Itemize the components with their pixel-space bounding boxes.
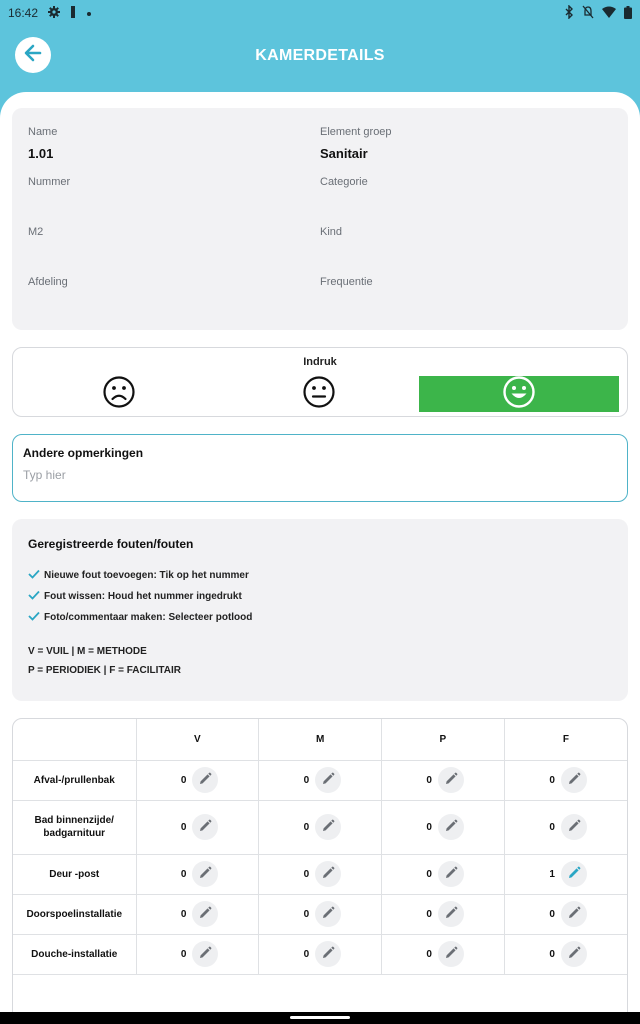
error-count[interactable]: 0 [549,774,555,786]
legend-line: V = VUIL | M = METHODE [28,646,147,657]
error-count[interactable]: 0 [180,948,187,960]
cell-content [259,767,381,793]
error-count[interactable]: 0 [303,774,310,786]
edit-button[interactable] [192,941,218,967]
edit-button[interactable] [315,767,341,793]
pencil-icon [198,819,212,836]
cell-content [382,861,504,887]
header-p: P [382,719,505,760]
count-cell [382,800,505,854]
legend-line: P = PERIODIEK | F = FACILITAIR [28,665,182,676]
edit-button[interactable] [561,901,587,927]
checkmark-icon [28,611,40,624]
category-label: Categorie [320,176,368,188]
count-cell [504,760,627,800]
remarks-input[interactable] [23,468,617,482]
cell-content [382,814,504,840]
cell-content [259,861,381,887]
status-time: 16:42 [8,6,39,20]
m2-field [28,226,288,246]
error-count[interactable]: 0 [303,948,310,960]
remarks-label: Andere opmerkingen [23,446,144,460]
edit-button[interactable] [561,861,587,887]
dot-icon [86,7,92,19]
error-count[interactable]: 0 [426,868,432,880]
edit-button[interactable] [315,901,341,927]
row-label: Bad binnenzijde/ badgarnituur [13,800,136,854]
cell-content [505,767,627,793]
count-cell [382,760,505,800]
battery-icon [624,6,632,21]
impression-sad-option[interactable] [19,376,219,412]
pencil-icon [444,906,458,923]
pencil-icon [444,772,458,789]
cell-content [382,767,504,793]
table-row [13,894,627,934]
instructions-list [28,565,612,628]
name-value: 1.01 [28,146,54,161]
system-nav-bar [0,1012,640,1024]
instruction-text: Fout wissen: Houd het nummer ingedrukt [44,591,242,602]
pencil-icon [321,866,335,883]
pencil-icon [444,866,458,883]
count-cell [504,894,627,934]
back-button[interactable] [15,37,51,73]
impression-happy-option[interactable] [419,376,619,412]
info-title: Geregistreerde fouten/fouten [28,537,194,551]
row-label: Doorspoelinstallatie [13,894,136,934]
error-count[interactable]: 0 [549,821,555,833]
error-count[interactable]: 0 [180,908,187,920]
category-field [320,176,580,196]
kind-field [320,226,580,246]
pencil-icon [444,819,458,836]
cell-content [259,814,381,840]
number-field [28,176,288,196]
edit-button[interactable] [438,941,464,967]
cell-content [137,814,259,840]
edit-button[interactable] [315,941,341,967]
edit-button[interactable] [192,767,218,793]
cell-content [505,901,627,927]
app-bar [0,26,640,86]
department-label: Afdeling [28,276,68,288]
instruction-item [28,607,612,628]
error-count[interactable]: 0 [180,774,187,786]
element-group-field [320,126,580,161]
cell-content [505,941,627,967]
mute-icon [582,5,594,21]
sim-icon [70,6,76,20]
count-cell [382,854,505,894]
pencil-icon [198,772,212,789]
cell-content [137,901,259,927]
count-cell [259,934,382,974]
pencil-icon [321,946,335,963]
error-count[interactable]: 0 [426,948,432,960]
count-cell [136,894,259,934]
count-cell [382,934,505,974]
pencil-icon [567,819,581,836]
count-cell [136,854,259,894]
impression-title: Indruk [303,356,337,368]
edit-button[interactable] [438,901,464,927]
cell-content [505,814,627,840]
edit-button[interactable] [315,861,341,887]
remarks-card [12,434,628,502]
edit-button[interactable] [192,901,218,927]
error-count[interactable]: 1 [549,868,555,880]
cell-content [137,941,259,967]
error-count[interactable]: 0 [303,821,310,833]
pencil-icon [444,946,458,963]
cell-content [137,861,259,887]
error-count[interactable]: 0 [426,821,432,833]
count-cell [136,934,259,974]
edit-button[interactable] [315,814,341,840]
name-label: Name [28,126,58,138]
count-cell [504,800,627,854]
count-cell [136,760,259,800]
count-cell [382,894,505,934]
gear-icon [48,6,60,20]
frequency-label: Frequentie [320,276,373,288]
instruction-item [28,586,612,607]
cell-content [137,767,259,793]
instruction-text: Nieuwe fout toevoegen: Tik op het nummer [44,570,249,581]
pencil-icon [198,946,212,963]
cell-content [505,861,627,887]
instruction-text: Foto/commentaar maken: Selecteer potlood [44,612,253,623]
count-cell [259,800,382,854]
impression-card [12,347,628,417]
wifi-icon [602,6,616,20]
edit-button[interactable] [192,861,218,887]
edit-button[interactable] [438,814,464,840]
edit-button[interactable] [438,861,464,887]
pencil-icon [567,772,581,789]
cell-content [259,901,381,927]
pencil-icon [567,906,581,923]
status-bar [0,0,640,26]
error-count[interactable]: 0 [426,908,432,920]
count-cell [136,800,259,854]
edit-button[interactable] [561,941,587,967]
pencil-icon [321,772,335,789]
bluetooth-icon [564,5,574,21]
frequency-field [320,276,580,296]
kind-label: Kind [320,226,343,238]
table-row [13,854,627,894]
neutral-face-icon [302,375,336,414]
cell-content [259,941,381,967]
arrow-left-icon [22,42,44,69]
header-empty [13,719,136,760]
number-label: Nummer [28,176,71,188]
edit-button[interactable] [438,767,464,793]
checkmark-icon [28,590,40,603]
error-count[interactable]: 0 [180,868,187,880]
error-count[interactable]: 0 [303,868,310,880]
edit-button[interactable] [561,767,587,793]
cell-content [382,901,504,927]
happy-face-icon [502,375,536,414]
row-label: Douche-installatie [13,934,136,974]
pencil-icon [198,906,212,923]
m2-label: M2 [28,226,44,238]
count-cell [504,854,627,894]
table-row [13,934,627,974]
count-cell [259,894,382,934]
table-header-row [13,719,627,760]
element-group-label: Element groep [320,126,392,138]
header-f: F [504,719,627,760]
cell-content [382,941,504,967]
pencil-icon [198,866,212,883]
table-row [13,760,627,800]
count-cell [259,854,382,894]
pencil-icon [321,819,335,836]
header-m: M [259,719,382,760]
row-label: Deur -post [13,854,136,894]
room-details-card [12,108,628,330]
row-label: Afval-/prullenbak [13,760,136,800]
table-row [13,800,627,854]
sad-face-icon [102,375,136,414]
count-cell [504,934,627,974]
header-v: V [136,719,259,760]
impression-neutral-option[interactable] [219,376,419,412]
errors-table-card [12,718,628,1012]
home-handle[interactable] [290,1016,350,1019]
count-cell [259,760,382,800]
pencil-icon [321,906,335,923]
checkmark-icon [28,569,40,582]
page-title: KAMERDETAILS [255,47,385,64]
error-count[interactable]: 0 [426,774,432,786]
legend [28,642,612,680]
name-field [28,126,288,161]
content-sheet [0,92,640,1012]
errors-table [13,719,627,975]
element-group-value: Sanitair [320,146,368,161]
edit-button[interactable] [561,814,587,840]
registered-errors-info-card [12,519,628,701]
error-count[interactable]: 0 [549,908,555,920]
error-count[interactable]: 0 [303,908,310,920]
edit-button[interactable] [192,814,218,840]
error-count[interactable]: 0 [180,821,187,833]
pencil-icon [567,866,581,883]
instruction-item [28,565,612,586]
error-count[interactable]: 0 [549,948,555,960]
pencil-icon [567,946,581,963]
department-field [28,276,288,296]
